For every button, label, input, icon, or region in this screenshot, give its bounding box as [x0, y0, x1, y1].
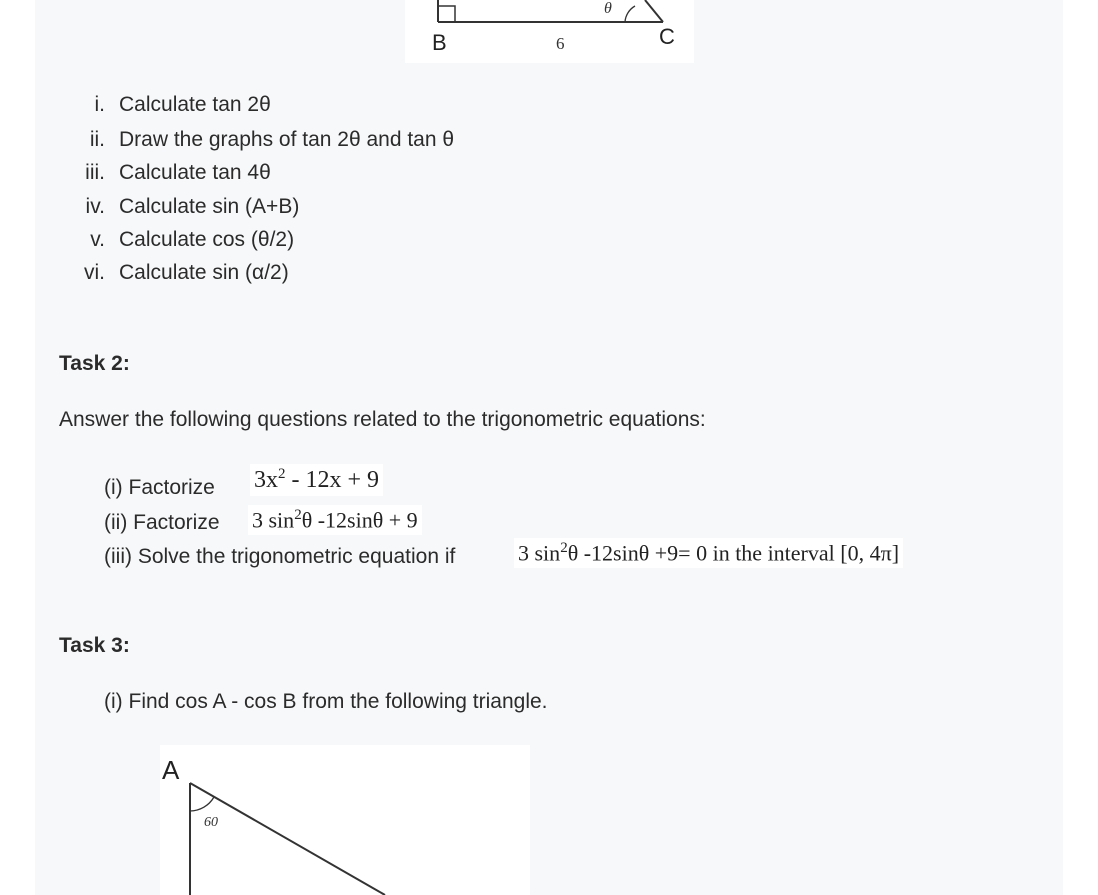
expr-part: - 12x + 9	[285, 467, 380, 493]
angle-60-label: 60	[204, 815, 218, 830]
task2-heading: Task 2:	[59, 352, 130, 375]
task3-heading: Task 3:	[59, 634, 130, 657]
list-item-number: ii.	[89, 128, 105, 151]
task2-intro: Answer the following questions related to the trigonometric equations:	[59, 408, 706, 431]
task2-q3-label: (iii) Solve the trigonometric equation if	[104, 545, 456, 568]
side-length-label: 6	[556, 34, 565, 53]
vertex-a-label: A	[162, 755, 180, 785]
expr-part: θ -12sinθ + 9	[301, 507, 418, 533]
angle-arc	[625, 6, 635, 22]
list-item-number: i.	[94, 93, 105, 116]
expr-exponent: 2	[560, 540, 568, 556]
angle-arc	[190, 797, 214, 811]
list-item-text: Calculate tan 2θ	[119, 93, 271, 116]
task2-q1-label: (i) Factorize	[104, 476, 215, 499]
task3-q1: (i) Find cos A - cos B from the following triangle.	[104, 690, 548, 713]
right-angle-marker	[438, 6, 455, 22]
vertex-c-label: C	[659, 24, 675, 49]
hypotenuse	[190, 783, 385, 895]
list-item-number: v.	[90, 228, 105, 251]
hypotenuse	[645, 0, 663, 22]
task2-q1-expression	[250, 464, 383, 496]
list-item-number: vi.	[84, 261, 105, 284]
vertex-b-label: B	[432, 30, 447, 55]
expr-part: θ -12sinθ +9= 0 in the interval [0, 4π]	[567, 540, 900, 566]
list-item-text: Calculate sin (α/2)	[119, 261, 289, 284]
expr-part: 3 sin	[518, 540, 561, 566]
triangle-figure-top	[405, 0, 694, 63]
list-item-text: Draw the graphs of tan 2θ and tan θ	[119, 128, 455, 151]
list-item-number: iv.	[85, 195, 105, 218]
expr-exponent: 2	[278, 466, 286, 482]
triangle-diagram-top	[405, 0, 694, 63]
expr-part: 3x	[254, 467, 278, 493]
list-item-text: Calculate tan 4θ	[119, 161, 271, 184]
angle-theta-label: θ	[604, 0, 612, 17]
expr-part: 3 sin	[252, 507, 295, 533]
list-item-text: Calculate cos (θ/2)	[119, 228, 295, 251]
expr-exponent: 2	[294, 507, 302, 523]
triangle-figure-bottom	[160, 745, 530, 895]
task2-q3-expression	[514, 538, 903, 568]
list-item-number: iii.	[85, 161, 105, 184]
task2-q2-expression	[248, 505, 422, 535]
list-item-text: Calculate sin (A+B)	[119, 195, 300, 218]
task2-q2-label: (ii) Factorize	[104, 511, 220, 534]
